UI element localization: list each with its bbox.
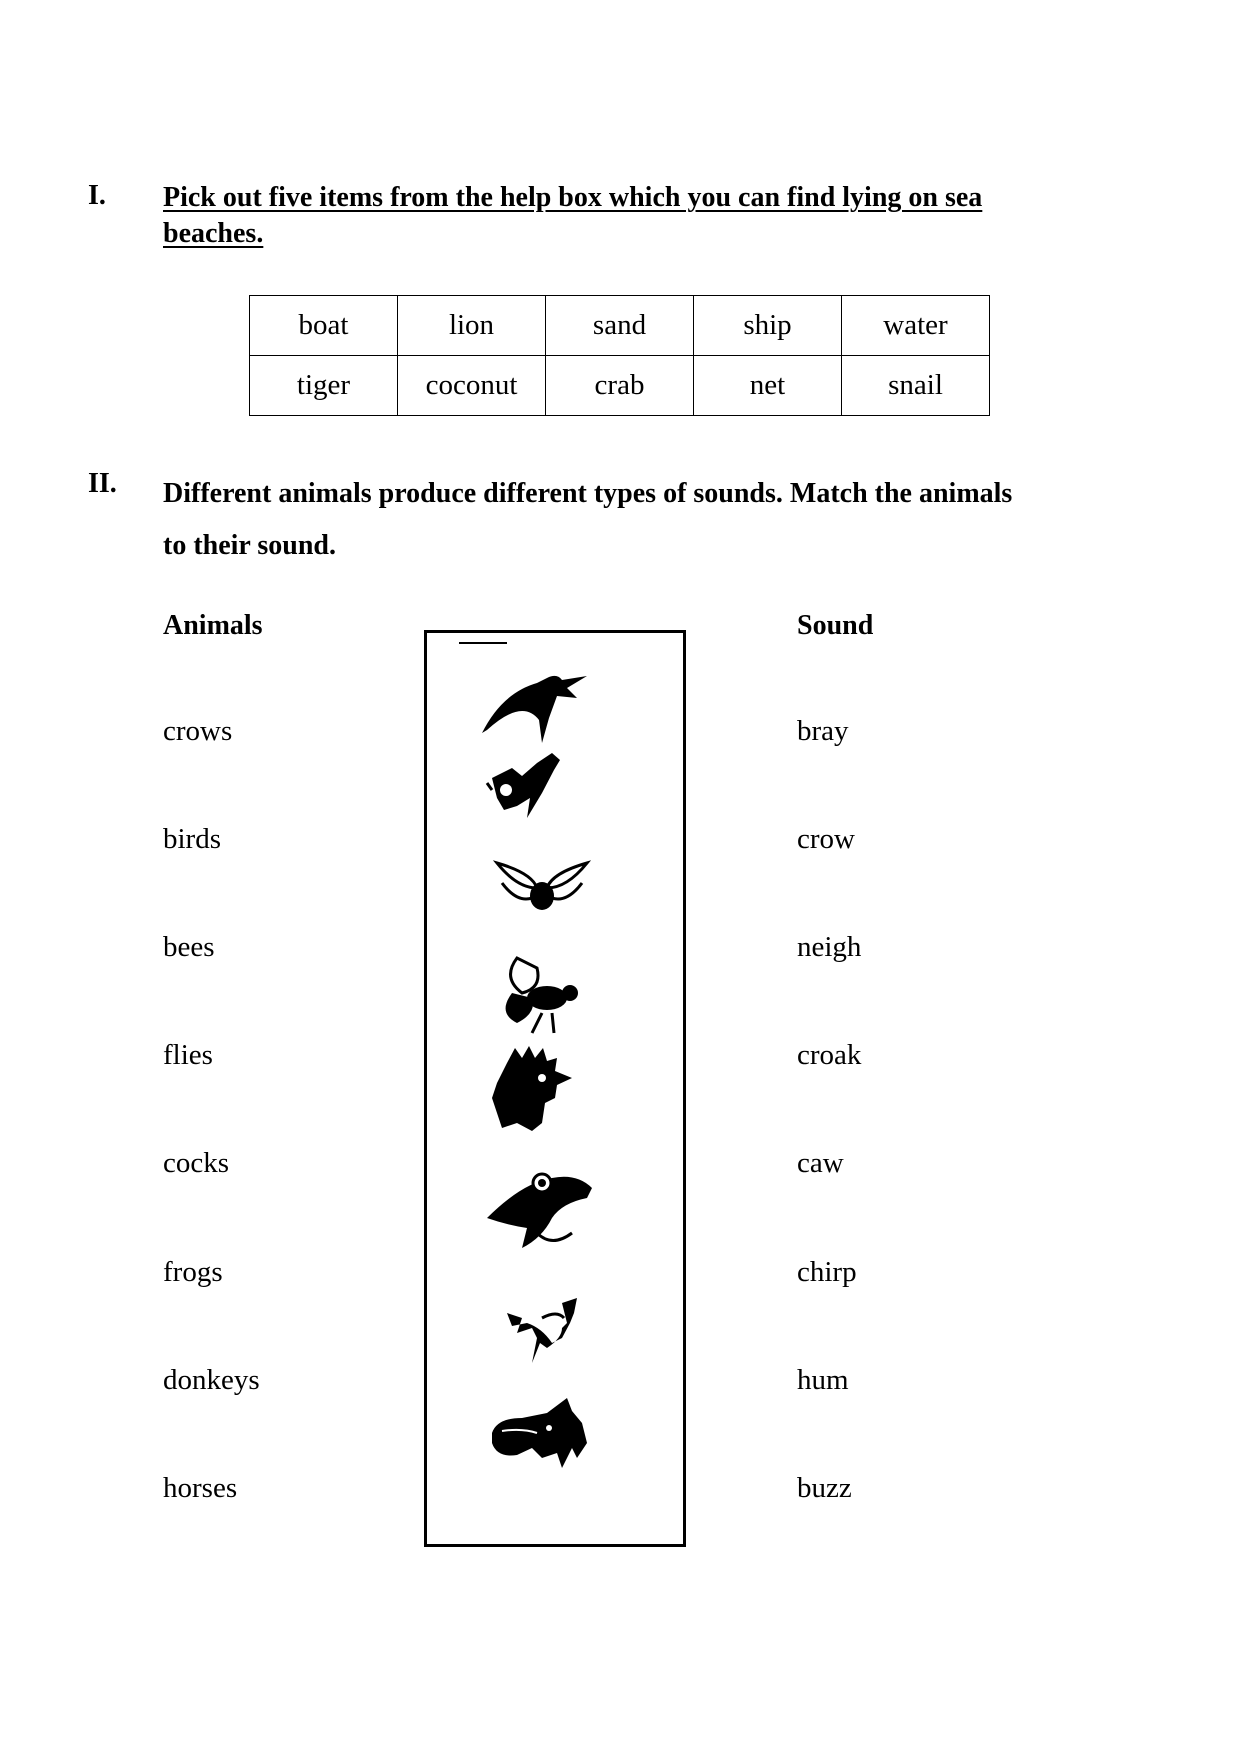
- animal-item: bees: [163, 931, 215, 963]
- help-box-cell: snail: [842, 356, 990, 416]
- sound-item: chirp: [797, 1256, 857, 1288]
- help-box-row: [250, 296, 990, 356]
- question-2-text: [163, 468, 1163, 572]
- help-box-cell: boat: [250, 296, 398, 356]
- bee-icon: [482, 848, 602, 938]
- help-box-row: [250, 356, 990, 416]
- help-box-cell: tiger: [250, 356, 398, 416]
- help-box-table: [249, 295, 990, 416]
- question-1-line-2: beaches.: [163, 218, 264, 249]
- sound-item: caw: [797, 1147, 844, 1179]
- animals-heading: Animals: [163, 610, 263, 641]
- sound-item: bray: [797, 715, 849, 747]
- question-number-2: II.: [88, 468, 117, 499]
- animal-item: frogs: [163, 1256, 223, 1288]
- help-box-cell: coconut: [398, 356, 546, 416]
- question-1-text: [163, 180, 1123, 252]
- question-2-line-1: Different animals produce different types of sounds. Match the animals: [163, 478, 1013, 509]
- horse-head-icon: [477, 1393, 597, 1483]
- sound-item: buzz: [797, 1472, 852, 1504]
- question-2-line-2: to their sound.: [163, 530, 336, 561]
- help-box-cell: lion: [398, 296, 546, 356]
- bird-icon: [482, 748, 602, 838]
- help-box-cell: ship: [694, 296, 842, 356]
- animal-item: horses: [163, 1472, 238, 1504]
- animal-item: birds: [163, 823, 221, 855]
- crow-head-icon: [477, 658, 597, 748]
- sound-item: croak: [797, 1039, 862, 1071]
- help-box-cell: crab: [546, 356, 694, 416]
- help-box-cell: water: [842, 296, 990, 356]
- donkey-head-icon: [482, 1288, 602, 1378]
- animal-item: flies: [163, 1039, 213, 1071]
- help-box-cell: sand: [546, 296, 694, 356]
- frog-icon: [482, 1163, 602, 1253]
- help-box-cell: net: [694, 356, 842, 416]
- stray-mark: [457, 638, 517, 648]
- question-number-1: I.: [88, 180, 106, 211]
- rooster-head-icon: [477, 1043, 597, 1133]
- question-1-line-1: Pick out five items from the help box which you can find lying on sea: [163, 182, 983, 213]
- animal-pictures-box: [424, 630, 686, 1547]
- sound-item: hum: [797, 1364, 849, 1396]
- sound-item: neigh: [797, 931, 862, 963]
- sound-heading: Sound: [797, 610, 874, 641]
- animal-item: crows: [163, 715, 233, 747]
- fly-icon: [482, 948, 602, 1038]
- animal-item: cocks: [163, 1147, 230, 1179]
- animal-item: donkeys: [163, 1364, 260, 1396]
- sound-item: crow: [797, 823, 855, 855]
